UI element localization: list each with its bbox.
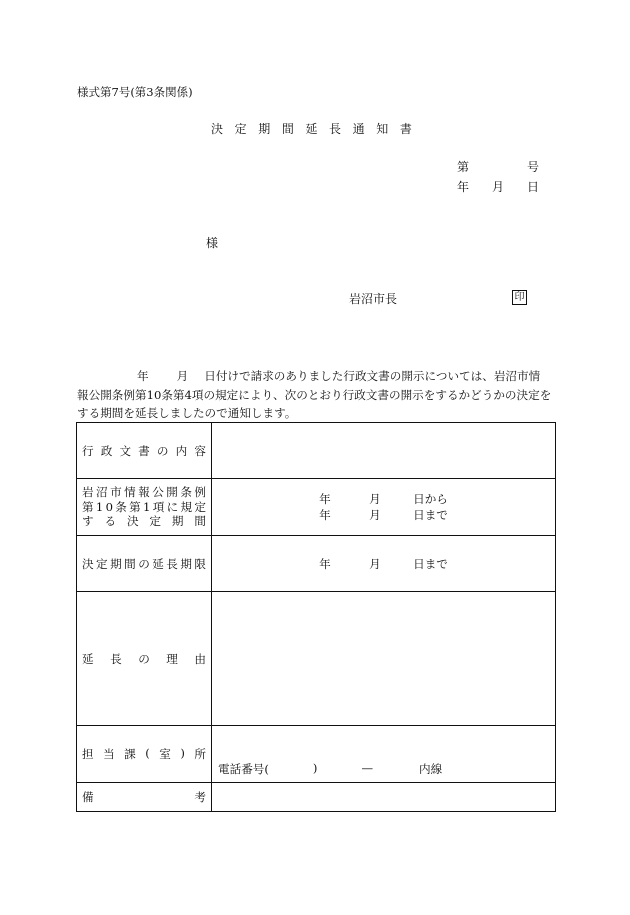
to-year: 年 [319, 508, 331, 522]
label-responsible-section: 担 当 課 ( 室 ) 所 [77, 726, 212, 783]
row-decision-period [77, 479, 556, 536]
row-extension-deadline [77, 536, 556, 592]
number-suffix: 号 [526, 160, 539, 174]
from-year: 年 [319, 492, 331, 506]
date-year: 年 [457, 180, 470, 194]
field-responsible-section[interactable] [212, 726, 556, 783]
field-document-content[interactable] [212, 423, 556, 479]
phone-extension: 内線 [419, 762, 443, 776]
from-day: 日から [413, 492, 448, 506]
body-year: 年 [137, 369, 149, 383]
to-month: 月 [369, 508, 381, 522]
remarks-left-char: 備 [82, 790, 94, 804]
date-month: 月 [491, 180, 504, 194]
deadline-month: 月 [369, 556, 381, 571]
label-decision-period: 岩 沼 市 情 報 公 開 条 例 第 1 0 条 第 1 項 に 規 定 す る 決 定 期 間 [77, 479, 212, 536]
row-remarks [77, 783, 556, 812]
addressee-honorific: 様 [206, 236, 219, 250]
from-month: 月 [369, 492, 381, 506]
phone-label: 電話番号( [218, 762, 269, 776]
body-line-1-text: 日付けで請求のありました行政文書の開示については、岩沼市情 [204, 369, 541, 383]
to-day: 日まで [413, 508, 448, 522]
issue-date [457, 181, 539, 193]
remarks-right-char: 考 [194, 790, 206, 804]
row-extension-reason [77, 592, 556, 726]
body-line-3: する期間を延長しましたので通知します。 [77, 406, 297, 420]
row-document-content [77, 423, 556, 479]
document-title: 決 定 期 間 延 長 通 知 書 [211, 122, 412, 136]
notice-body [77, 367, 555, 423]
date-day: 日 [526, 180, 539, 194]
phone-line [218, 761, 442, 777]
form-table [76, 422, 556, 812]
body-month: 月 [176, 369, 189, 383]
phone-dash: — [361, 761, 374, 775]
period-from [212, 491, 555, 507]
seal-mark: 印 [512, 290, 527, 305]
body-line-1 [77, 367, 555, 386]
body-line-2: 報公開条例第10条第4項の規定により、次のとおり行政文書の開示をするかどうかの決定を [77, 387, 552, 402]
field-remarks[interactable] [212, 783, 556, 812]
label-document-content: 行 政 文 書 の 内 容 [77, 423, 212, 479]
label-remarks [77, 783, 212, 812]
label-extension-reason: 延 長 の 理 由 [77, 592, 212, 726]
row-responsible-section [77, 726, 556, 783]
issuer-name: 岩沼市長 [349, 292, 398, 306]
period-to [212, 507, 555, 523]
field-extension-reason[interactable] [212, 592, 556, 726]
form-number-label: 様式第7号(第3条関係) [77, 85, 193, 99]
document-number [457, 161, 539, 173]
deadline-date [212, 556, 555, 572]
deadline-year: 年 [319, 556, 331, 571]
field-extension-deadline[interactable] [212, 536, 556, 592]
number-prefix: 第 [457, 160, 470, 174]
phone-close: ) [312, 761, 318, 775]
field-decision-period[interactable] [212, 479, 556, 536]
label-extension-deadline: 決 定 期 間 の 延 長 期 限 [77, 536, 212, 592]
deadline-day: 日まで [413, 556, 448, 571]
